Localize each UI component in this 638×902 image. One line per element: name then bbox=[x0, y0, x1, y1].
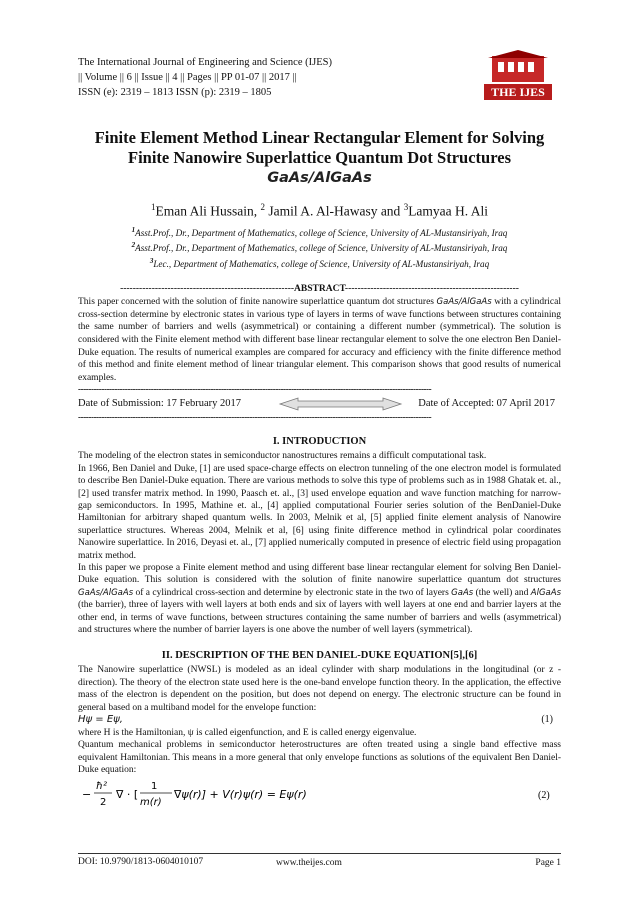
affiliation-2-sup: 2 bbox=[131, 241, 136, 250]
affiliation-3-text: Lec., Department of Mathematics, college of Science, University of AL-Mustansiriyah, Iraq bbox=[153, 258, 490, 269]
eq2-minus: − bbox=[82, 787, 92, 801]
affiliation-2-text: Asst.Prof., Dr., Department of Mathematics, college of Science, University of AL-Mustansiriyah, Iraq bbox=[135, 243, 508, 254]
eq2-mass: m(r) bbox=[140, 796, 162, 808]
logo-text: THE IJES bbox=[491, 85, 545, 99]
equation-2-number: (2) bbox=[538, 789, 550, 801]
abstract-text bbox=[78, 296, 561, 384]
equation-1-number: (1) bbox=[541, 714, 553, 726]
affiliation-2 bbox=[78, 239, 561, 255]
section-1-heading: I. INTRODUCTION bbox=[272, 436, 367, 448]
abstract-part-2: with a cylindrical cross-section determine by electronic states in various type of layers in terms of wave functions between structures containing the same number of barriers and wells (asymmetrical) or containing a different number (symmetrical). The solution is considered with the Finite element method with different base linear rectangular element to solve the one electron Ben Daniel-Duke equation. The results of numerical examples are compared for accuracy and efficiency with the finite difference method of this method and finite element method of linear triangular element. This comparison shows that good results of numerical examples. bbox=[78, 297, 562, 383]
intro-formula-2: GaAs bbox=[451, 587, 474, 598]
intro-p3-d: (the barrier), three of layers with well layers at both ends and six of layers with well layers at one end and barrier layers at the other end, in terms of wave functions, between structures containing the same number of barriers and wells (asymmetrical) and structures where the number of barrier layers is one above the number of well layers (symmetrical). bbox=[78, 600, 561, 636]
page-footer bbox=[78, 853, 561, 867]
paper-title bbox=[78, 128, 561, 188]
volume-line: || Volume || 6 || Issue || 4 || Pages || PP 01-07 || 2017 || bbox=[78, 72, 297, 83]
section-1-body bbox=[78, 450, 561, 636]
affiliation-1-text: Asst.Prof., Dr., Department of Mathematics, college of Science, University of AL-Mustansiriyah, Iraq bbox=[135, 227, 508, 238]
author-1: Eman Ali Hussain, bbox=[155, 203, 261, 219]
eq2-nabla: ∇ · [ bbox=[116, 787, 139, 801]
divider-bottom: ---------------------------------------------------------------------------------------------------------------------------------------- bbox=[78, 412, 432, 423]
equation-2 bbox=[78, 777, 561, 811]
description-paragraph-1: The Nanowire superlattice (NWSL) is modeled as an ideal cylinder with sharp modulations in the longitudinal (or z -direction). The theory of the electron state used here is the one-band envelope function theory. In the application, the effective mass of the electron is dependent on the position, but does not depend on energy. The electronic structure can be found in general based on a multiband model for the envelope function: bbox=[78, 665, 561, 713]
journal-header bbox=[78, 55, 561, 100]
affiliation-1 bbox=[78, 224, 561, 240]
double-arrow-icon bbox=[278, 396, 403, 412]
author-1-sup: 1 bbox=[150, 202, 156, 212]
equation-1-expr: Hψ = Eψ, bbox=[78, 714, 123, 726]
affiliation-1-sup: 1 bbox=[131, 225, 136, 234]
affiliation-3 bbox=[78, 255, 561, 271]
divider-top: ---------------------------------------------------------------------------------------------------------------------------------------- bbox=[78, 384, 432, 395]
abstract-heading: -------------------------------------------------------ABSTRACT------------------------------------------------------- bbox=[120, 284, 519, 295]
abstract-formula: GaAs/AlGaAs bbox=[436, 297, 492, 308]
page-number: Page 1 bbox=[535, 858, 561, 868]
accepted-date: Date of Accepted: 07 April 2017 bbox=[418, 398, 555, 410]
intro-p3-a: In this paper we propose a Finite element method and using different base linear rectangular element for solving Ben Daniel-Duke equation. This solution is considered with the solution of finite nanowire superlattice quantum dot structures bbox=[78, 563, 561, 586]
issn-line: ISSN (e): 2319 – 1813 ISSN (p): 2319 – 1805 bbox=[78, 87, 272, 98]
intro-paragraph-2: In 1966, Ben Daniel and Duke, [1] are used space-charge effects on electron tunneling of the one electron model is formulated to describe Ben Daniel-Duke equation. There are various methods to solve this type of problems such as in 1988 Ghatak et. al., [2] used transfer matrix method. In 1990, Paasch et. al., [3] used envelope equation and wave function matching for narrow-gap semiconductors. In 1995, Mathine et. al., [4] applied computational Fourier series solution of the BenDaniel-Duke Hamiltonian for arbitrary shaped quantum wells. In 2003, Melnik et al, [5] applied finite element analysis of Nanowire superlattice structures. Whereas 2004, Melnik et al, [6] using finite difference method in cylindrical polar coordinates Nanowire superlattice. In 2016, Deyasi et. al., [7] applied numerically computed in presence of electric field using propagation matrix method. bbox=[78, 463, 561, 561]
eq2-two: 2 bbox=[100, 796, 107, 808]
author-3: Lamyaa H. Ali bbox=[408, 203, 489, 219]
journal-name: The International Journal of Engineering and Science (IJES) bbox=[78, 57, 332, 68]
eq2-one: 1 bbox=[151, 780, 158, 792]
author-3-sup: 3 bbox=[403, 202, 409, 212]
submission-date: Date of Submission: 17 February 2017 bbox=[78, 398, 242, 410]
author-2-sup: 2 bbox=[260, 202, 265, 212]
title-line-1: Finite Element Method Linear Rectangular Element for Solving bbox=[94, 128, 545, 147]
affiliation-3-sup: 3 bbox=[149, 256, 154, 265]
affiliations bbox=[78, 224, 561, 271]
description-paragraph-3: Quantum mechanical problems in semiconductor heterostructures are often treated using a single band effective mass equivalent Hamiltonian. This means in a more general that only envelope functions as solutions of the equivalent Ben Daniel-Duke equation: bbox=[78, 740, 561, 776]
title-line-2: Finite Nanowire Superlattice Quantum Dot Structures bbox=[128, 148, 511, 167]
intro-paragraph-3 bbox=[78, 562, 561, 636]
equation-1 bbox=[78, 714, 561, 727]
intro-p3-c: (the well) and bbox=[473, 587, 531, 598]
intro-paragraph-1: The modeling of the electron states in semiconductor nanostructures remains a difficult computational task. bbox=[78, 451, 487, 462]
eq2-hbar: ħ² bbox=[96, 780, 107, 792]
doi: DOI: 10.9790/1813-0604010107 bbox=[78, 857, 204, 867]
intro-formula-1: GaAs/AlGaAs bbox=[78, 587, 134, 598]
description-paragraph-2: where H is the Hamiltonian, ψ is called eigenfunction, and E is called energy eigenvalue. bbox=[78, 728, 417, 739]
author-list bbox=[78, 202, 561, 220]
abstract-part-1: This paper concerned with the solution of finite nanowire superlattice quantum dot structures bbox=[78, 297, 434, 308]
dates-row bbox=[78, 396, 561, 412]
author-2: Jamil A. Al-Hawasy and bbox=[264, 203, 404, 219]
title-formula: GaAs/AlGaAs bbox=[267, 170, 372, 186]
intro-formula-3: AlGaAs bbox=[530, 587, 561, 598]
intro-p3-b: of a cylindrical cross-section and determine by electronic state in the two of layers bbox=[133, 587, 449, 598]
journal-site-link[interactable]: www.theijes.com bbox=[276, 858, 342, 868]
eq2-rest: ∇ψ(r)] + V(r)ψ(r) = Eψ(r) bbox=[174, 787, 307, 801]
section-2-heading: II. DESCRIPTION OF THE BEN DANIEL-DUKE EQUATION[5],[6] bbox=[161, 650, 478, 662]
section-2-body bbox=[78, 664, 561, 810]
